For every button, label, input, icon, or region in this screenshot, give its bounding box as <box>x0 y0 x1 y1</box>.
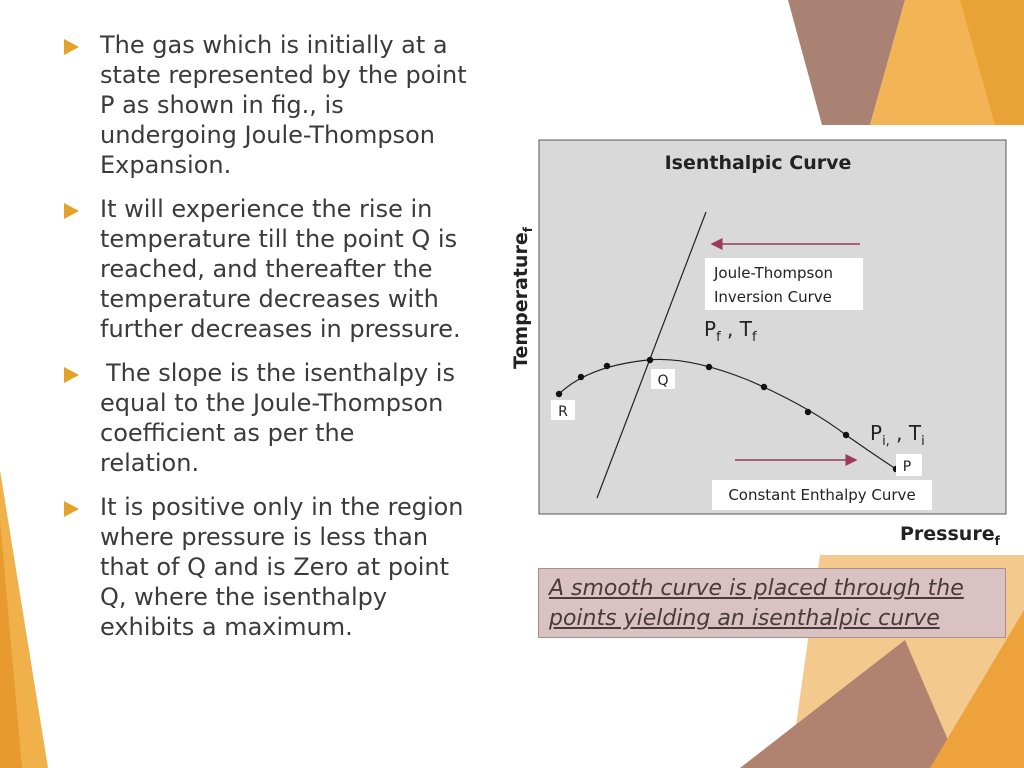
final-state-p-sub: f <box>716 330 721 345</box>
initial-state-t-sub: i <box>921 434 925 449</box>
bullet-text: It is positive only in the region where pressure is less than that of Q and is Zero at point Q, where the isenthalpy exhibits a maximum. <box>100 493 464 641</box>
isenthalpic-figure <box>508 138 1008 558</box>
final-state-t: T <box>739 317 752 341</box>
bullet-text: The gas which is initially at a state represented by the point P as shown in fig., is undergoing Joule-Thompson Expansion. <box>100 31 467 179</box>
bullet-item <box>62 194 502 344</box>
bullet-text: The slope is the isenthalpy is equal to the Joule-Thompson coefficient as per the relation. <box>100 359 455 477</box>
initial-state-label <box>870 421 925 449</box>
figure-title: Isenthalpic Curve <box>664 152 852 174</box>
caption-text: A smooth curve is placed through the points yielding an isenthalpic curve <box>549 576 964 631</box>
data-point <box>843 432 849 438</box>
inversion-label-line1: Joule-Thompson <box>714 264 834 282</box>
isenthalpic-diagram <box>508 138 1008 558</box>
bullet-item <box>62 492 502 642</box>
data-point <box>578 374 584 380</box>
initial-state-sep: , <box>889 421 909 445</box>
bullet-arrow-icon <box>64 501 79 517</box>
svg-text:Temperaturef <box>510 226 535 369</box>
caption-box <box>538 568 1006 638</box>
bullet-arrow-icon <box>64 203 79 219</box>
data-point <box>706 364 712 370</box>
bullet-item <box>62 358 502 478</box>
bullet-item <box>62 30 502 180</box>
initial-state-p-sub: i, <box>882 434 890 449</box>
bullet-list <box>62 30 502 656</box>
data-point <box>604 363 610 369</box>
x-axis-label-subscript: f <box>994 534 1000 548</box>
bullet-arrow-icon <box>64 39 79 55</box>
final-state-label <box>704 317 757 345</box>
x-axis-label-text: Pressure <box>900 523 995 545</box>
plot-area <box>539 140 1006 514</box>
initial-state-p: P <box>870 421 883 445</box>
x-axis-label <box>900 523 1001 548</box>
data-point-q <box>647 357 653 363</box>
bullet-text: It will experience the rise in temperature till the point Q is reached, and thereafter the temperature decreases with further decreases in pressure. <box>100 195 461 343</box>
data-point <box>556 391 562 397</box>
y-axis-label <box>510 226 535 369</box>
y-axis-label-text: Temperature <box>510 232 532 369</box>
data-point <box>761 384 767 390</box>
label-p: P <box>902 459 912 475</box>
final-state-t-sub: f <box>751 330 757 345</box>
label-r: R <box>558 404 568 420</box>
label-q: Q <box>657 373 669 389</box>
final-state-p: P <box>704 317 717 341</box>
enthalpy-label: Constant Enthalpy Curve <box>728 486 916 504</box>
y-axis-label-subscript: f <box>521 227 535 233</box>
inversion-label-line2: Inversion Curve <box>714 288 832 306</box>
data-point <box>805 409 811 415</box>
final-state-sep: , <box>720 317 740 341</box>
initial-state-t: T <box>908 421 922 445</box>
bullet-arrow-icon <box>64 367 79 383</box>
